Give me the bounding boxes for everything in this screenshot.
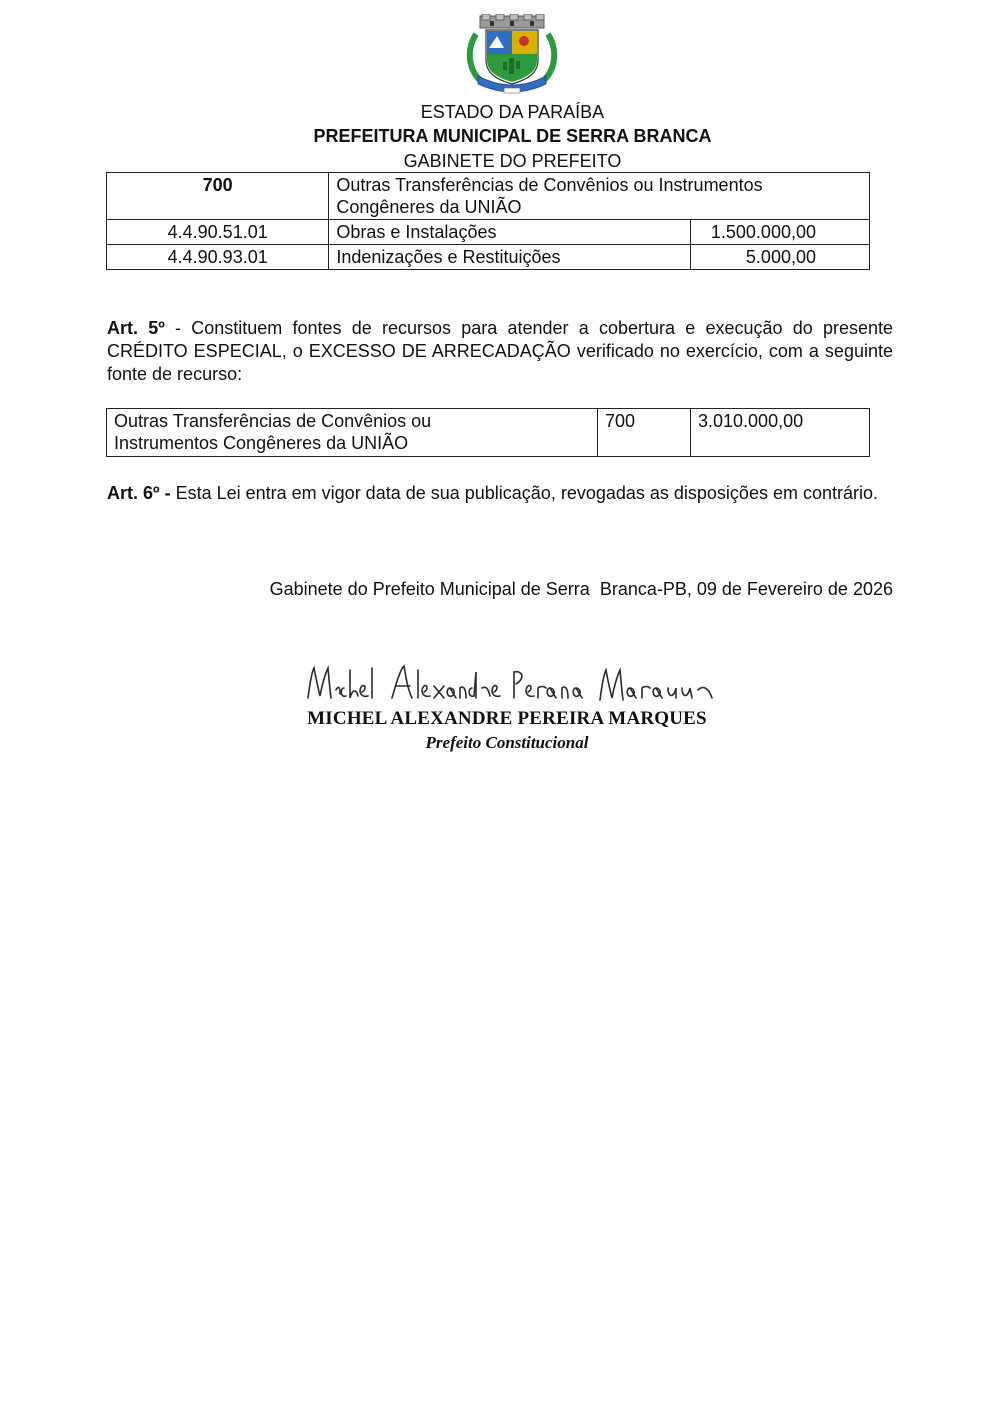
budget-value-cell (690, 245, 869, 270)
municipality-name: PREFEITURA MUNICIPAL DE SERRA BRANCA (313, 126, 712, 146)
signer-name: MICHEL ALEXANDRE PEREIRA MARQUES (307, 708, 707, 729)
budget-table (106, 172, 870, 270)
budget-code-cell: 4.4.90.51.01 (107, 220, 329, 245)
revenue-sources-table (106, 408, 870, 457)
budget-value: 5.000,00 (745, 247, 816, 267)
budget-description-cell: Indenizações e Restituições (329, 245, 691, 270)
source-description-line: Instrumentos Congêneres da UNIÃO (114, 433, 409, 453)
budget-description-line: Outras Transferências de Convênios ou Instrumentos (336, 175, 763, 195)
office-name: GABINETE DO PREFEITO (403, 151, 622, 171)
budget-value-cell (690, 220, 869, 245)
dateline: Gabinete do Prefeito Municipal de Serra Branca-PB, 09 de Fevereiro de 2026 (269, 579, 893, 599)
source-value-cell: 3.010.000,00 (691, 409, 870, 457)
table-row (107, 220, 870, 245)
article-6-label: Art. 6º - (107, 483, 171, 503)
handwritten-signature (300, 660, 725, 710)
municipal-coat-of-arms-icon (466, 14, 558, 94)
budget-description-cell (329, 173, 870, 220)
budget-description-cell: Obras e Instalações (329, 220, 691, 245)
article-5-text: - Constituem fontes de recursos para atender a cobertura e execução do presente CRÉDITO ESPECIAL, o EXCESSO DE ARRECADAÇÃO verificado no exercício, com a seguinte fonte de recurso: (107, 318, 893, 384)
article-6-paragraph (107, 482, 893, 505)
table-row (107, 245, 870, 270)
source-description-line: Outras Transferências de Convênios ou (114, 411, 432, 431)
table-row (107, 409, 870, 457)
source-description-cell (107, 409, 598, 457)
state-name: ESTADO DA PARAÍBA (420, 102, 605, 122)
budget-code-cell: 700 (107, 173, 329, 220)
table-row (107, 173, 870, 220)
budget-description-line: Congêneres da UNIÃO (336, 197, 522, 217)
article-6-text: Esta Lei entra em vigor data de sua publicação, revogadas as disposições em contrário. (170, 483, 878, 503)
signer-role: Prefeito Constitucional (425, 733, 589, 752)
source-code-cell: 700 (598, 409, 691, 457)
budget-code-cell: 4.4.90.93.01 (107, 245, 329, 270)
article-5-paragraph (107, 317, 893, 386)
budget-value: 1.500.000,00 (710, 222, 816, 242)
article-5-label: Art. 5º (107, 318, 165, 338)
